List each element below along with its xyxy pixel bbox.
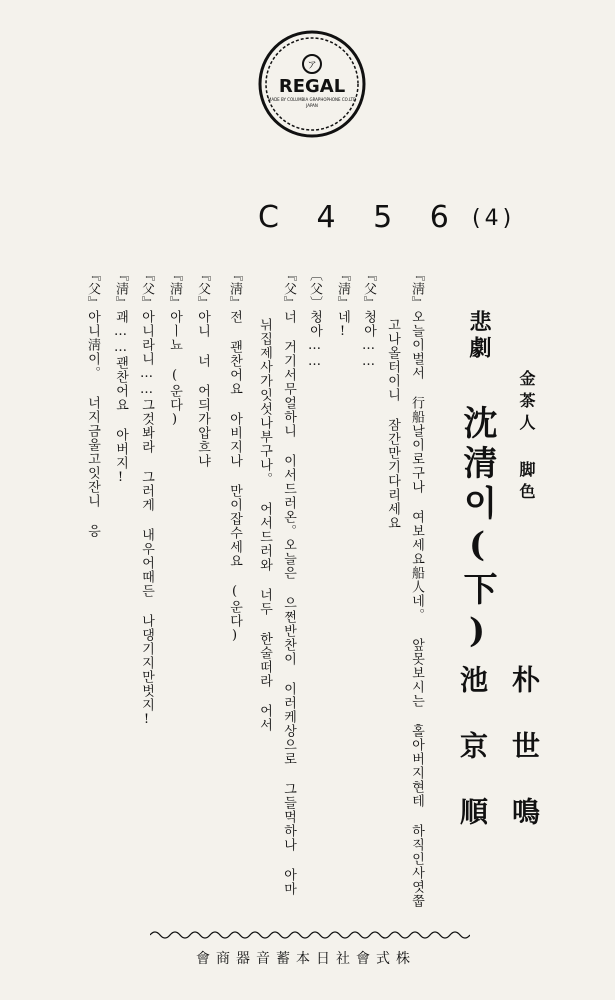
wavy-divider xyxy=(150,928,470,942)
publisher-footer: 株式會社日本蓄音器商會 xyxy=(196,951,416,967)
dialogue-line: 고나올터이니 잠간만기다리세요 xyxy=(385,318,400,530)
genre: 悲劇 xyxy=(466,310,492,362)
svg-text:ア: ア xyxy=(307,61,317,71)
side-number: (4) xyxy=(472,206,516,231)
dialogue-line: 『父』아니淸이。 너지금울고잇잔니 응 xyxy=(85,268,100,538)
cast-2: 池京順 xyxy=(456,665,489,863)
catalog-number: C 4 5 6 xyxy=(258,200,463,235)
dialogue-line: 〔父〕청아…… xyxy=(307,268,322,370)
dialogue-line: 『淸』오늘이벌서 行船날이로구나 여보세요船人네。 앞못보시는 홀아버지현테 하직인사엿쭙 xyxy=(409,268,424,908)
logo-brand: REGAL xyxy=(278,76,346,97)
dialogue-line: 『淸』네! xyxy=(335,268,350,340)
dialogue-line: 『淸』전 괜찬어요 아비지나 만이잡수세요 (운다) xyxy=(227,268,242,644)
cast-1: 朴世鳴 xyxy=(508,665,541,863)
dialogue-line: 『父』아니라니……그것봐라 그러게 내우어때든 나댕기지만벗지! xyxy=(139,268,154,728)
dialogue-line: 『淸』아ㅣ뇨 (운다) xyxy=(167,268,182,428)
svg-text:JAPAN: JAPAN xyxy=(306,103,318,108)
dialogue-line: 『父』아니 너 어듸가압흐냐 xyxy=(195,268,210,468)
author-credit: 金茶人 脚色 xyxy=(517,370,536,505)
regal-logo xyxy=(258,30,366,138)
svg-text:MADE BY COLUMBIA GRAPHOPHONE C: MADE BY COLUMBIA GRAPHOPHONE CO.LTD xyxy=(267,97,357,102)
dialogue-line: 『淸』괘……괜찬어요 아버지! xyxy=(113,268,128,486)
dialogue-line: 『父』너 거기서무얼하니 이서드러온。오늘은 으쩐반찬이 이러케상으로 그들먹하나 아마 xyxy=(281,268,296,896)
dialogue-line: 『父』청아…… xyxy=(361,268,376,370)
title: 沈清이(下) xyxy=(457,405,497,657)
dialogue-line: 뉘집제사가잇섯나부구나。 어서드러와 너두 한술떠라 어서 xyxy=(257,318,272,732)
